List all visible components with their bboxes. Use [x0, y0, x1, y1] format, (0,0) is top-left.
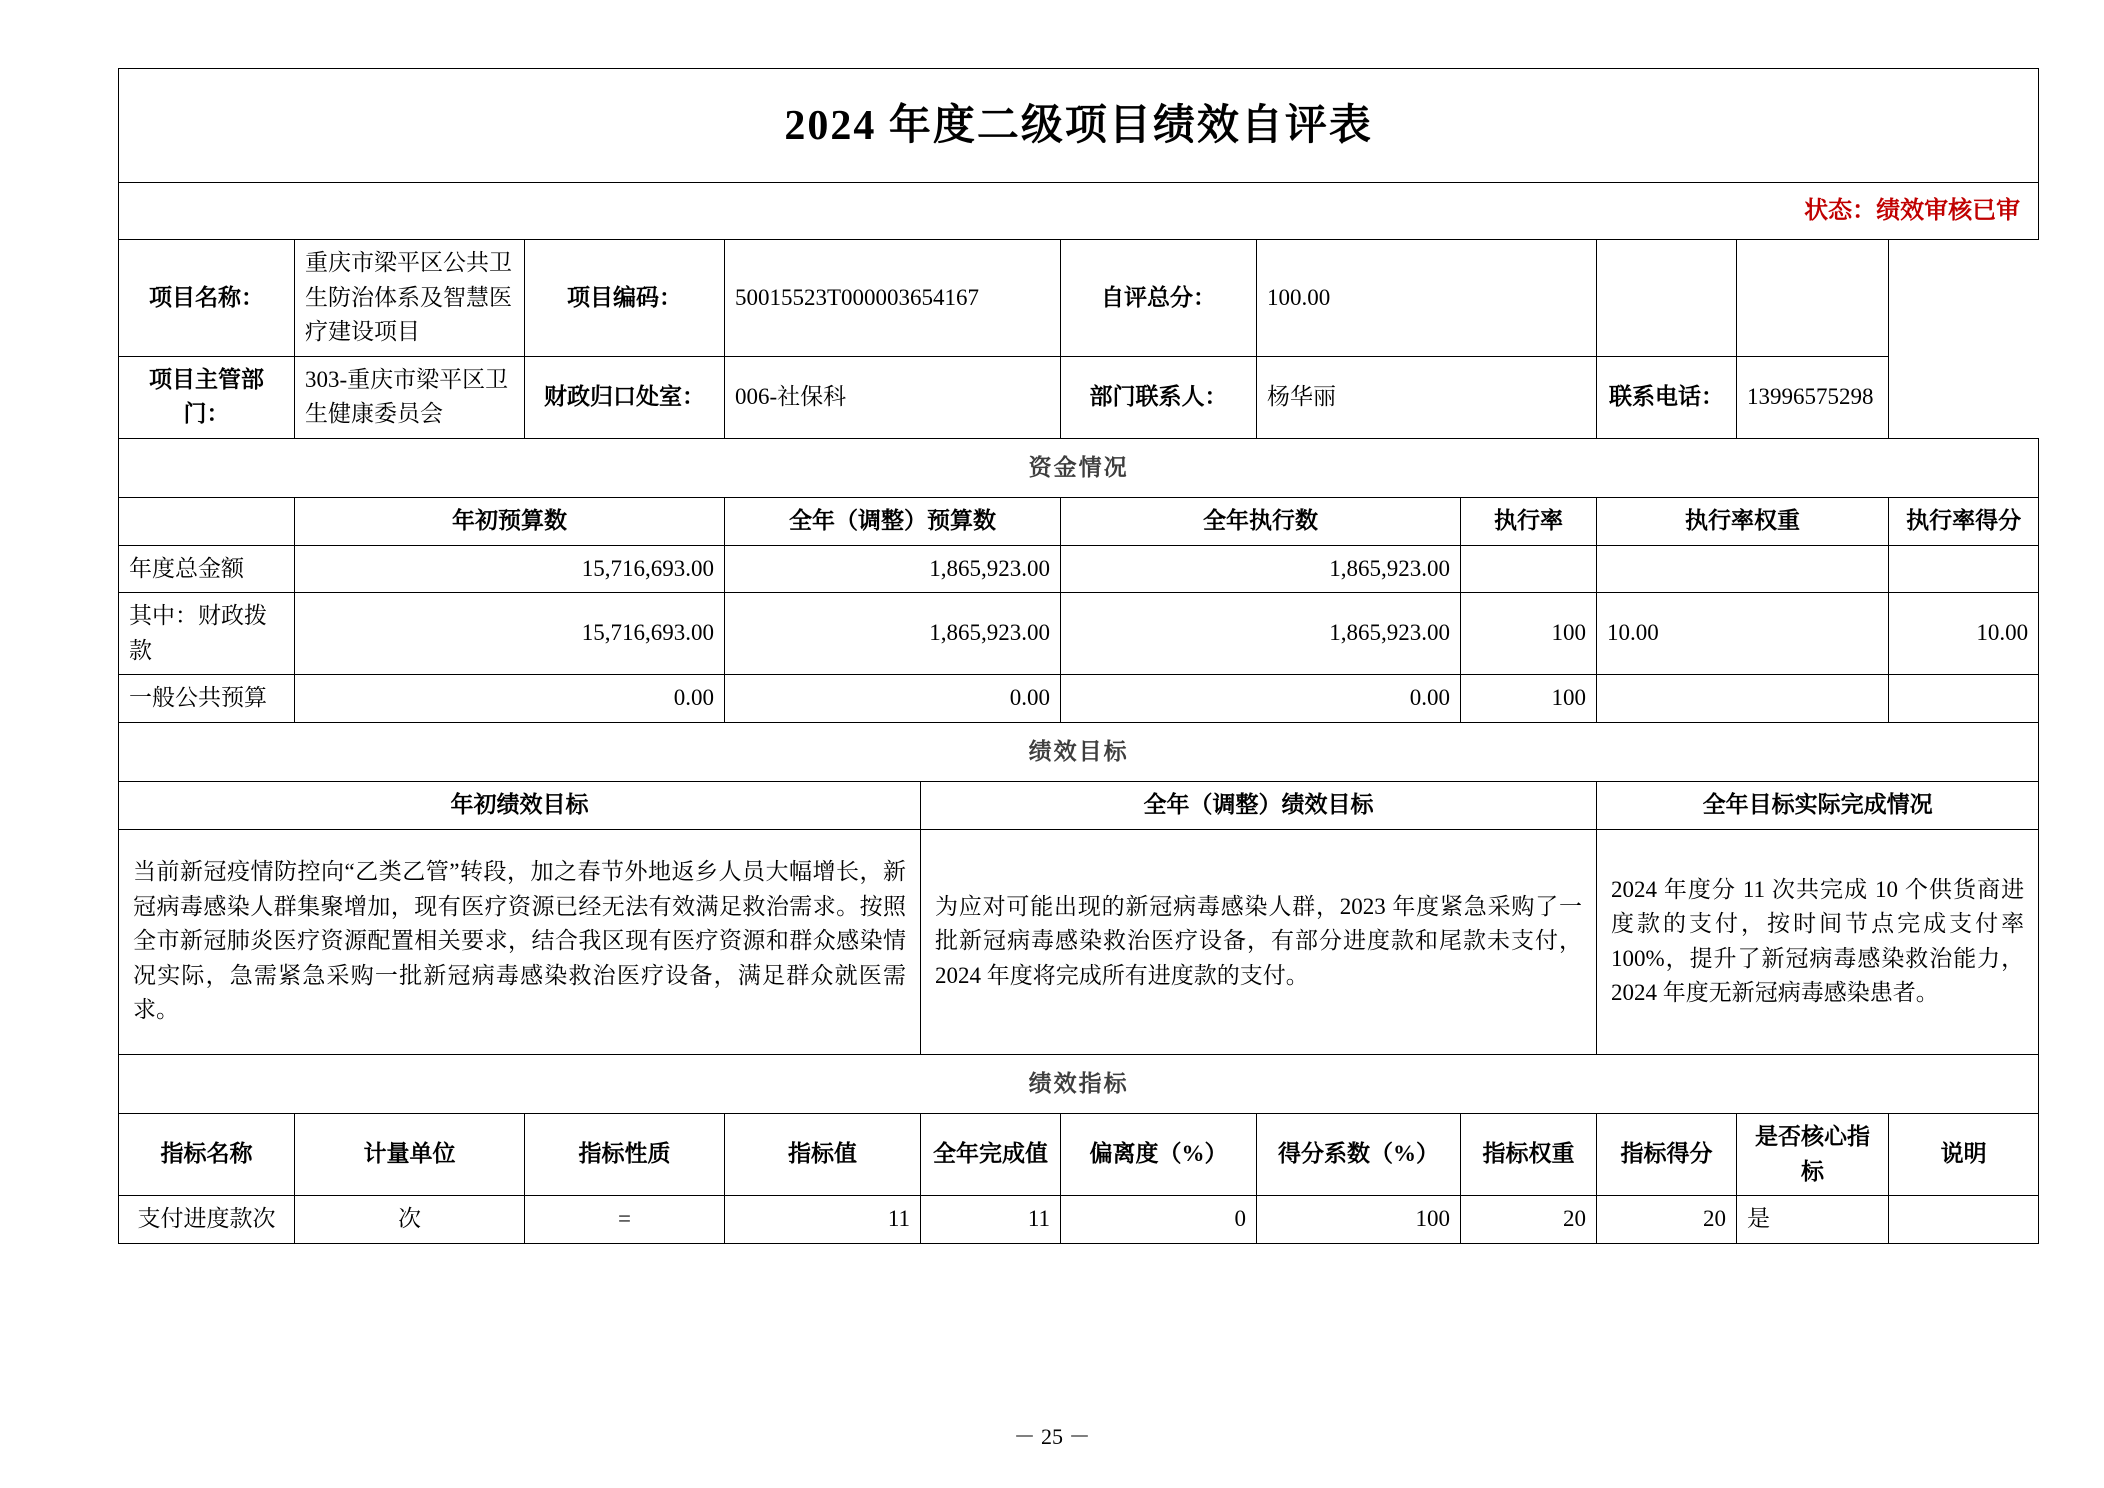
project-name-value: 重庆市梁平区公共卫生防治体系及智慧医疗建设项目 — [295, 240, 525, 357]
indicators-section-title: 绩效指标 — [119, 1054, 2039, 1114]
title-cell — [119, 69, 2039, 183]
funds-weight — [1597, 545, 1889, 593]
funds-rate — [1461, 545, 1597, 593]
indicator-nature: = — [525, 1196, 725, 1244]
funds-section-title: 资金情况 — [119, 438, 2039, 498]
indicator-name: 支付进度款次 — [119, 1196, 295, 1244]
funds-header-row — [119, 498, 2039, 546]
goals-header-initial: 年初绩效目标 — [119, 782, 921, 830]
finance-office-value: 006-社保科 — [725, 356, 1061, 438]
indicator-header-completed: 全年完成值 — [921, 1114, 1061, 1196]
phone-label: 联系电话： — [1597, 356, 1737, 438]
goals-actual-text: 2024 年度分 11 次共完成 10 个供货商进度款的支付，按时间节点完成支付率 100%，提升了新冠病毒感染救治能力，2024 年度无新冠病毒感染患者。 — [1597, 829, 2039, 1054]
project-code-label: 项目编码： — [525, 240, 725, 357]
funds-executed: 1,865,923.00 — [1061, 593, 1461, 675]
goals-header-actual: 全年目标实际完成情况 — [1597, 782, 2039, 830]
title-row — [119, 69, 2039, 183]
funds-adjusted-budget: 1,865,923.00 — [725, 545, 1061, 593]
project-info-row-2 — [119, 356, 2039, 438]
indicator-header-nature: 指标性质 — [525, 1114, 725, 1196]
funds-executed: 0.00 — [1061, 675, 1461, 723]
indicators-section-row — [119, 1054, 2039, 1114]
indicators-header-row — [119, 1114, 2039, 1196]
page-title: 2024 年度二级项目绩效自评表 — [784, 103, 1373, 149]
status-badge: 状态：绩效审核已审 — [1804, 198, 2021, 224]
indicator-note — [1889, 1196, 2039, 1244]
goals-section-row — [119, 722, 2039, 782]
indicator-header-score: 指标得分 — [1597, 1114, 1737, 1196]
funds-header-blank — [119, 498, 295, 546]
funds-row-general-budget — [119, 675, 2039, 723]
funds-begin-budget: 15,716,693.00 — [295, 545, 725, 593]
funds-section-row — [119, 438, 2039, 498]
funds-header-adjusted-budget: 全年（调整）预算数 — [725, 498, 1061, 546]
funds-score — [1889, 545, 2039, 593]
funds-weight — [1597, 675, 1889, 723]
funds-row-name: 年度总金额 — [119, 545, 295, 593]
funds-adjusted-budget: 1,865,923.00 — [725, 593, 1061, 675]
funds-rate: 100 — [1461, 593, 1597, 675]
blank-cell-1 — [1597, 240, 1737, 357]
indicator-header-is-core: 是否核心指标 — [1737, 1114, 1889, 1196]
goals-adjusted-text: 为应对可能出现的新冠病毒感染人群，2023 年度紧急采购了一批新冠病毒感染救治医疗设备，有部分进度款和尾款未支付，2024 年度将完成所有进度款的支付。 — [921, 829, 1597, 1054]
funds-row-name: 其中：财政拨款 — [119, 593, 295, 675]
page-number: － 25 － — [1013, 1424, 1091, 1449]
indicator-header-note: 说明 — [1889, 1114, 2039, 1196]
indicator-is-core: 是 — [1737, 1196, 1889, 1244]
contact-label: 部门联系人： — [1061, 356, 1257, 438]
status-cell — [119, 183, 2039, 240]
indicator-completed: 11 — [921, 1196, 1061, 1244]
indicator-target: 11 — [725, 1196, 921, 1244]
funds-header-begin-budget: 年初预算数 — [295, 498, 725, 546]
indicator-header-coefficient: 得分系数（%） — [1257, 1114, 1461, 1196]
contact-value: 杨华丽 — [1257, 356, 1597, 438]
goals-header-row — [119, 782, 2039, 830]
funds-rate: 100 — [1461, 675, 1597, 723]
funds-adjusted-budget: 0.00 — [725, 675, 1061, 723]
phone-value: 13996575298 — [1737, 356, 1889, 438]
performance-self-assessment-table — [118, 68, 2039, 1244]
project-info-row-1 — [119, 240, 2039, 357]
funds-begin-budget: 0.00 — [295, 675, 725, 723]
indicator-weight: 20 — [1461, 1196, 1597, 1244]
funds-begin-budget: 15,716,693.00 — [295, 593, 725, 675]
document-page — [118, 68, 2038, 1244]
indicator-header-deviation: 偏离度（%） — [1061, 1114, 1257, 1196]
self-score-value: 100.00 — [1257, 240, 1597, 357]
funds-header-executed: 全年执行数 — [1061, 498, 1461, 546]
project-name-label: 项目名称： — [119, 240, 295, 357]
self-score-label: 自评总分： — [1061, 240, 1257, 357]
funds-header-weight: 执行率权重 — [1597, 498, 1889, 546]
funds-header-rate: 执行率 — [1461, 498, 1597, 546]
indicator-unit: 次 — [295, 1196, 525, 1244]
funds-weight: 10.00 — [1597, 593, 1889, 675]
indicator-header-name: 指标名称 — [119, 1114, 295, 1196]
project-code-value: 50015523T000003654167 — [725, 240, 1061, 357]
funds-score — [1889, 675, 2039, 723]
goals-initial-text: 当前新冠疫情防控向“乙类乙管”转段，加之春节外地返乡人员大幅增长，新冠病毒感染人群集聚增加，现有医疗资源已经无法有效满足救治需求。按照全市新冠肺炎医疗资源配置相关要求，结合我区现有医疗资源和群众感染情况实际，急需紧急采购一批新冠病毒感染救治医疗设备，满足群众就医需求。 — [119, 829, 921, 1054]
dept-value: 303-重庆市梁平区卫生健康委员会 — [295, 356, 525, 438]
indicator-score: 20 — [1597, 1196, 1737, 1244]
goals-header-adjusted: 全年（调整）绩效目标 — [921, 782, 1597, 830]
dept-label: 项目主管部门： — [119, 356, 295, 438]
indicator-coefficient: 100 — [1257, 1196, 1461, 1244]
blank-cell-2 — [1737, 240, 1889, 357]
indicator-header-unit: 计量单位 — [295, 1114, 525, 1196]
goals-section-title: 绩效目标 — [119, 722, 2039, 782]
funds-executed: 1,865,923.00 — [1061, 545, 1461, 593]
funds-row-appropriation — [119, 593, 2039, 675]
finance-office-label: 财政归口处室： — [525, 356, 725, 438]
indicator-header-target: 指标值 — [725, 1114, 921, 1196]
funds-row-total — [119, 545, 2039, 593]
indicator-deviation: 0 — [1061, 1196, 1257, 1244]
status-row — [119, 183, 2039, 240]
goals-content-row — [119, 829, 2039, 1054]
indicator-header-weight: 指标权重 — [1461, 1114, 1597, 1196]
funds-row-name: 一般公共预算 — [119, 675, 295, 723]
funds-score: 10.00 — [1889, 593, 2039, 675]
funds-header-score: 执行率得分 — [1889, 498, 2039, 546]
table-row — [119, 1196, 2039, 1244]
